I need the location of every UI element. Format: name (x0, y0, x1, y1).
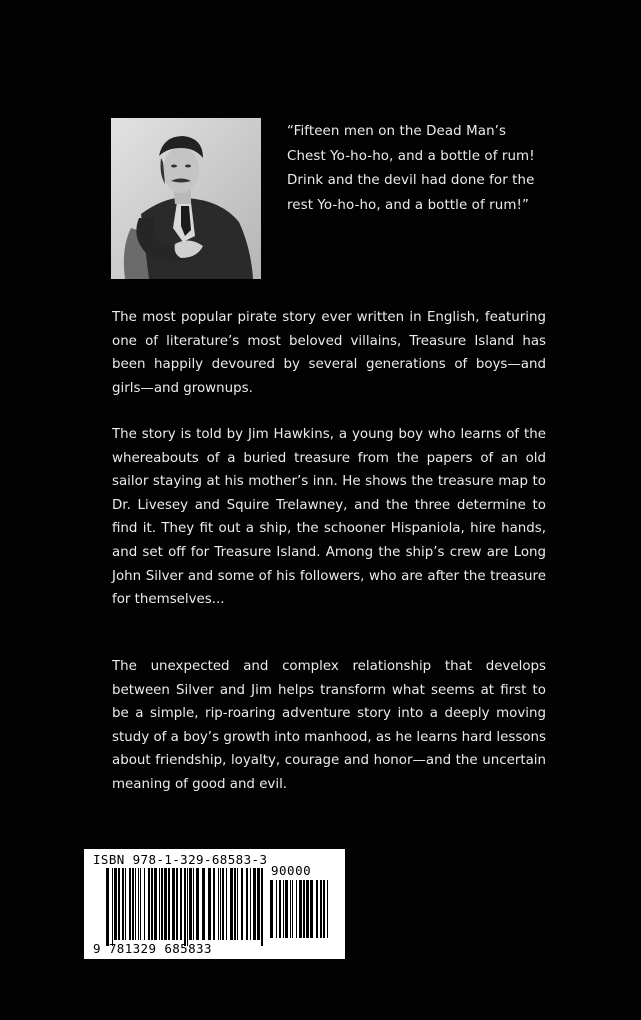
barcode-bar (106, 868, 109, 946)
barcode-bar (250, 868, 251, 940)
barcode-bar (196, 868, 199, 940)
barcode-bar (114, 868, 117, 940)
price-barcode-bars (270, 880, 332, 938)
barcode-bar (132, 868, 134, 940)
barcode-bar (230, 868, 233, 940)
epigraph-quote: “Fifteen men on the Dead Man’s Chest Yo-ho-ho, and a bottle of rum! Drink and the devil had done for the rest Yo-ho-ho, and a bottle of rum!” (287, 124, 535, 213)
barcode-bar (246, 868, 248, 940)
price-code: 90000 (271, 863, 312, 878)
barcode-bar (261, 868, 263, 946)
barcode-bar (172, 868, 175, 940)
barcode-bar (168, 868, 170, 940)
barcode-bar (310, 880, 313, 938)
barcode-bar (222, 868, 224, 940)
barcode-bar (151, 868, 153, 940)
barcode-bar (320, 880, 322, 938)
barcode-bar (135, 868, 136, 940)
barcode-bar (316, 880, 318, 938)
barcode-bar (303, 880, 305, 938)
barcode-bar (202, 868, 205, 940)
barcode-bar (270, 880, 273, 938)
barcode-bar (180, 868, 182, 940)
barcode-bar (327, 880, 328, 938)
barcode-bar (253, 868, 256, 940)
barcode-bar (299, 880, 302, 938)
barcode-bar (148, 868, 150, 940)
barcode-bar (187, 868, 188, 946)
barcode-bar (122, 868, 124, 940)
paragraph-plot: The story is told by Jim Hawkins, a young boy who learns of the whereabouts of a buried treasure from the papers of an old sailor staying at his mother’s inn. He shows the treasure map to Dr. Livesey and Squire Trelawney, and the three determine to find it. They fit out a ship, the schooner Hispaniola, hire hands, and set off for Treasure Island. Among the ship’s crew are Long John Silver and some of his followers, who are after the treasure for themselves... (112, 427, 546, 608)
barcode-bar (129, 868, 131, 940)
barcode-bar (218, 868, 219, 940)
barcode-bar (164, 868, 167, 940)
barcode-bar (241, 868, 243, 940)
barcode-bar (140, 868, 141, 940)
barcode-bar (118, 868, 120, 940)
isbn-label: ISBN 978-1-329-68583-3 (93, 852, 268, 867)
barcode-bar (323, 880, 325, 938)
isbn-barcode (84, 849, 345, 959)
ean-barcode-bars (106, 868, 264, 946)
barcode-bar (237, 868, 238, 940)
barcode-bar (161, 868, 163, 940)
barcode-bar (279, 880, 281, 938)
barcode-bar (285, 880, 288, 938)
barcode-bar (292, 880, 293, 938)
barcode-bar (306, 880, 309, 938)
barcode-bar (226, 868, 227, 940)
barcode-bar (193, 868, 194, 940)
barcode-digits: 9 781329 685833 (93, 941, 212, 956)
barcode-bar (112, 868, 113, 946)
barcode-bar (296, 880, 297, 938)
paragraph-theme: The unexpected and complex relationship that develops between Silver and Jim helps transform what seems at first to be a simple, rip-roaring adventure story into a deeply moving study of a boy’s growth into manhood, as he learns hard lessons about friendship, loyalty, courage and honor—and the uncertain meaning of good and evil. (112, 659, 546, 792)
barcode-bar (159, 868, 160, 940)
barcode-bar (184, 868, 186, 946)
barcode-bar (234, 868, 236, 940)
barcode-bar (138, 868, 139, 940)
barcode-bar (189, 868, 192, 940)
barcode-bar (220, 868, 221, 940)
barcode-bar (208, 868, 211, 940)
barcode-bar (283, 880, 284, 938)
paragraph-intro: The most popular pirate story ever written in English, featuring one of literature’s most beloved villains, Treasure Island has been happily devoured by several generations of boys—and girls—and grownups. (112, 310, 546, 396)
barcode-bar (257, 868, 260, 940)
author-portrait (111, 118, 261, 279)
barcode-bar (276, 880, 277, 938)
barcode-bar (176, 868, 178, 940)
barcode-bar (125, 868, 126, 940)
barcode-bar (290, 880, 291, 938)
barcode-bar (144, 868, 145, 940)
barcode-bar (213, 868, 215, 940)
barcode-bar (154, 868, 157, 940)
